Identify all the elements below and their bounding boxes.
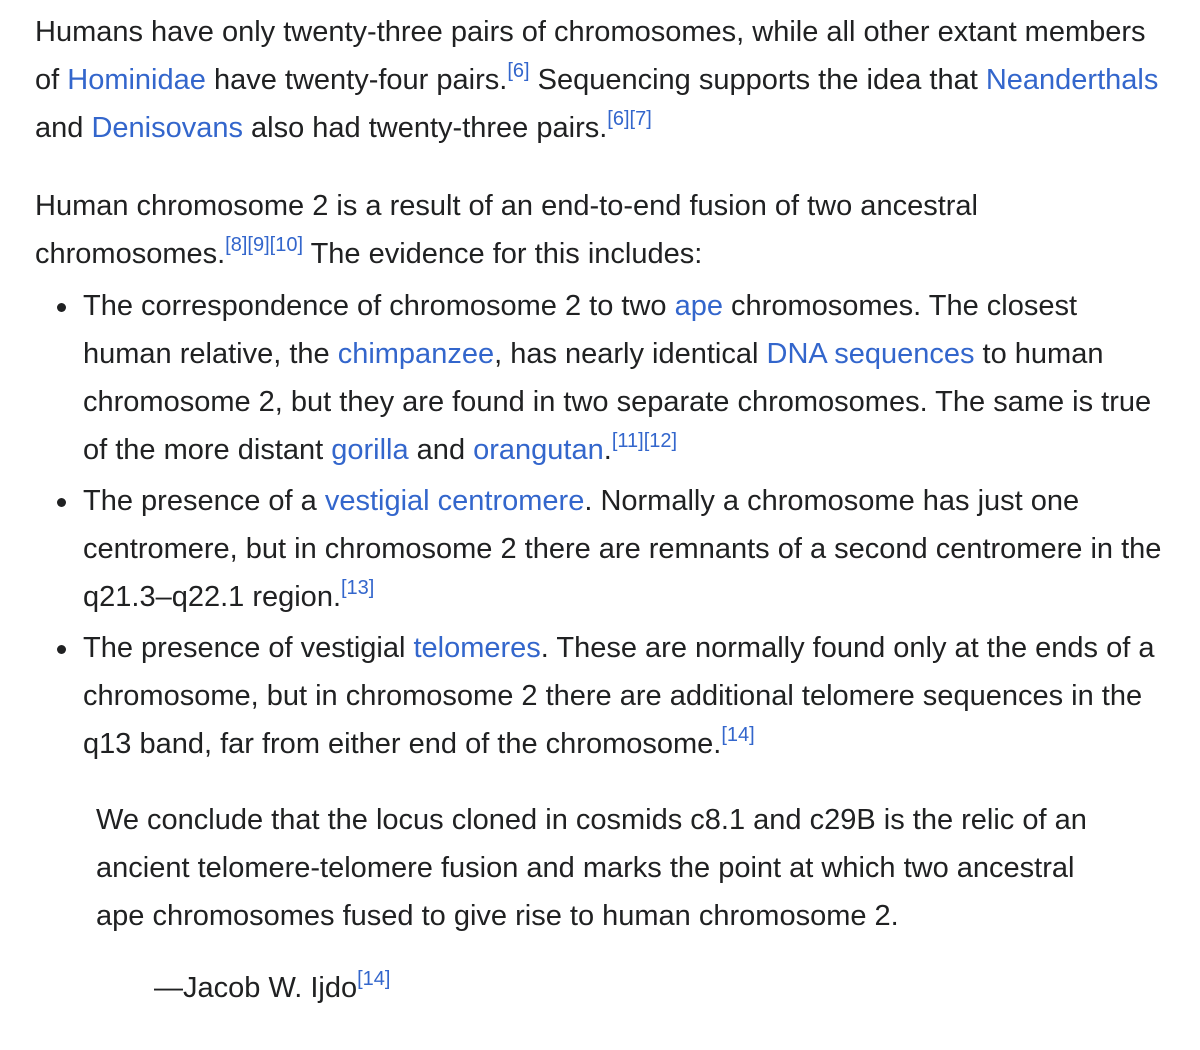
para2-text-2: The evidence for this includes: <box>303 238 703 270</box>
bullet1-text-6: . <box>603 434 612 466</box>
para1-text-3: Sequencing supports the idea that <box>529 64 986 96</box>
list-item-centromere <box>83 477 1170 621</box>
list-item-telomeres <box>83 624 1170 768</box>
link-telomeres[interactable]: telomeres <box>413 632 541 664</box>
link-vestigial-centromere[interactable]: vestigial centromere <box>324 485 585 517</box>
citation-8[interactable]: [8] <box>225 234 248 256</box>
list-item-correspondence <box>83 282 1170 474</box>
link-ape[interactable]: ape <box>674 290 723 322</box>
bullet1-text-5: and <box>408 434 474 466</box>
paragraph-fusion <box>35 182 1170 278</box>
para2-text-1: Human chromosome 2 is a result of an end-to-end fusion of two ancestral chromosomes. <box>35 190 978 270</box>
link-hominidae[interactable]: Hominidae <box>67 64 206 96</box>
citation-6[interactable]: [6] <box>507 60 530 82</box>
citation-14[interactable]: [14] <box>357 968 391 990</box>
citation-7[interactable]: [7] <box>629 108 652 130</box>
attribution-author: Jacob W. Ijdo <box>183 972 358 1004</box>
citation-14[interactable]: [14] <box>721 724 755 746</box>
link-neanderthals[interactable]: Neanderthals <box>985 64 1159 96</box>
link-orangutan[interactable]: orangutan <box>473 434 604 466</box>
citation-6[interactable]: [6] <box>607 108 630 130</box>
para1-text-5: also had twenty-three pairs. <box>242 112 608 144</box>
citation-12[interactable]: [12] <box>643 430 678 452</box>
quote-block <box>96 796 1116 1012</box>
link-gorilla[interactable]: gorilla <box>331 434 409 466</box>
attribution-dash: — <box>154 972 183 1004</box>
bullet-icon <box>57 498 66 507</box>
bullet2-text-2: . Normally a chromosome has just one centromere, but in chromosome 2 there are remnants of a second centromere in the q21.3–q22.1 region. <box>83 485 1162 613</box>
bullet3-text-1: The presence of vestigial <box>83 632 414 664</box>
bullet1-text-2: chromosomes. The closest human relative, the <box>83 290 1078 370</box>
bullet1-text-3: , has nearly identical <box>494 338 767 370</box>
citation-10[interactable]: [10] <box>269 234 304 256</box>
para1-text-4: and <box>35 112 92 144</box>
para1-text-2: have twenty-four pairs. <box>205 64 508 96</box>
link-denisovans[interactable]: Denisovans <box>91 112 243 144</box>
paragraph-chromosome-pairs <box>35 8 1170 152</box>
bullet2-text-1: The presence of a <box>83 485 325 517</box>
citation-11[interactable]: [11] <box>611 430 644 452</box>
quote-text: We conclude that the locus cloned in cosmids c8.1 and c29B is the relic of an ancient telomere-telomere fusion and marks the point at which two ancestral ape chromosomes fused to give rise to human chromosome 2. <box>96 804 1087 932</box>
link-dna-sequences[interactable]: DNA sequences <box>766 338 975 370</box>
bullet-icon <box>57 303 66 312</box>
citation-13[interactable]: [13] <box>341 577 375 599</box>
citation-9[interactable]: [9] <box>247 234 270 256</box>
bullet1-text-1: The correspondence of chromosome 2 to two <box>83 290 675 322</box>
link-chimpanzee[interactable]: chimpanzee <box>337 338 495 370</box>
bullet-icon <box>57 645 66 654</box>
para1-text-1: Humans have only twenty-three pairs of chromosomes, while all other extant members of <box>35 16 1146 96</box>
quote-attribution <box>154 964 1116 1012</box>
evidence-list <box>35 282 1170 768</box>
bullet3-text-2: . These are normally found only at the ends of a chromosome, but in chromosome 2 there are additional telomere sequences in the q13 band, far from either end of the chromosome. <box>83 632 1155 760</box>
bullet1-text-4: to human chromosome 2, but they are found in two separate chromosomes. The same is true of the more distant <box>83 338 1152 466</box>
